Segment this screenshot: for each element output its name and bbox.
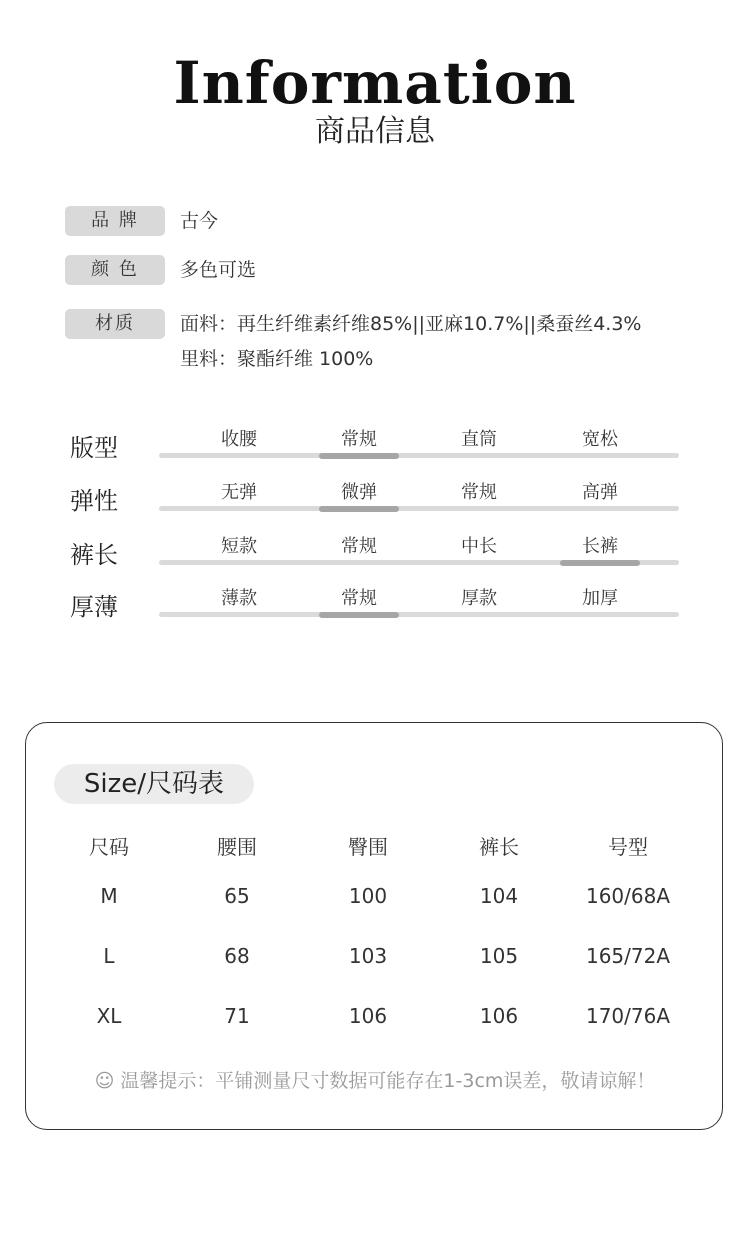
attribute-option: 常规 [341,536,377,557]
attribute-selected-marker [319,453,399,459]
size-cell: 160/68A [585,884,671,908]
size-cell: 100 [348,884,388,908]
size-cell: 65 [224,884,250,908]
size-cell: 170/76A [585,1004,671,1028]
attribute-option: 微弹 [341,482,377,503]
size-cell: 71 [224,1004,250,1028]
size-title-pill: Size/尺码表 [54,764,254,804]
attribute-option: 常规 [341,588,377,609]
title-english: Information [173,49,577,117]
size-tip-text: 温馨提示：平铺测量尺寸数据可能存在1-3cm误差，敬请谅解！ [120,1070,656,1092]
size-tip [0,1066,750,1096]
material-line-2: 里料：聚酯纤维 100% [180,348,374,370]
attribute-label: 弹性 [70,487,118,515]
size-header-cell: 裤长 [479,835,519,859]
size-cell: 105 [479,944,519,968]
attribute-selected-marker [560,560,640,566]
material-line-1: 面料：再生纤维素纤维85%||亚麻10.7%||桑蚕丝4.3% [180,313,642,335]
attribute-option: 无弹 [221,482,257,503]
brand-value: 古今 [180,210,219,232]
attribute-option: 薄款 [221,588,257,609]
size-cell: 165/72A [585,944,671,968]
attribute-track [159,612,679,617]
attribute-option: 长裤 [582,536,618,557]
size-header-cell: 臀围 [348,835,388,859]
brand-tag: 品 牌 [65,206,165,236]
size-cell: 68 [224,944,250,968]
attribute-label: 厚薄 [70,593,118,621]
attribute-option: 收腰 [221,429,257,450]
size-header-cell: 尺码 [89,835,129,859]
title-chinese: 商品信息 [315,114,435,149]
material-tag: 材质 [65,309,165,339]
color-value: 多色可选 [180,259,257,281]
color-tag: 颜 色 [65,255,165,285]
attribute-option: 常规 [341,429,377,450]
attribute-label: 版型 [70,434,118,462]
size-header-cell: 号型 [608,835,648,859]
size-cell: 104 [479,884,519,908]
size-cell: 106 [479,1004,519,1028]
size-cell: M [100,884,118,908]
attribute-option: 宽松 [582,429,618,450]
smiley-icon: ☺ [94,1070,115,1092]
size-cell: XL [96,1004,122,1028]
attribute-label: 裤长 [70,541,118,569]
attribute-option: 短款 [221,536,257,557]
attribute-option: 中长 [461,536,497,557]
attribute-option: 常规 [461,482,497,503]
attribute-selected-marker [319,612,399,618]
size-cell: L [103,944,115,968]
attribute-option: 厚款 [461,588,497,609]
attribute-track [159,506,679,511]
attribute-option: 加厚 [582,588,618,609]
attribute-track [159,453,679,458]
attribute-selected-marker [319,506,399,512]
size-header-cell: 腰围 [217,835,257,859]
attribute-option: 高弹 [582,482,618,503]
size-cell: 103 [348,944,388,968]
attribute-option: 直筒 [461,429,497,450]
size-cell: 106 [348,1004,388,1028]
